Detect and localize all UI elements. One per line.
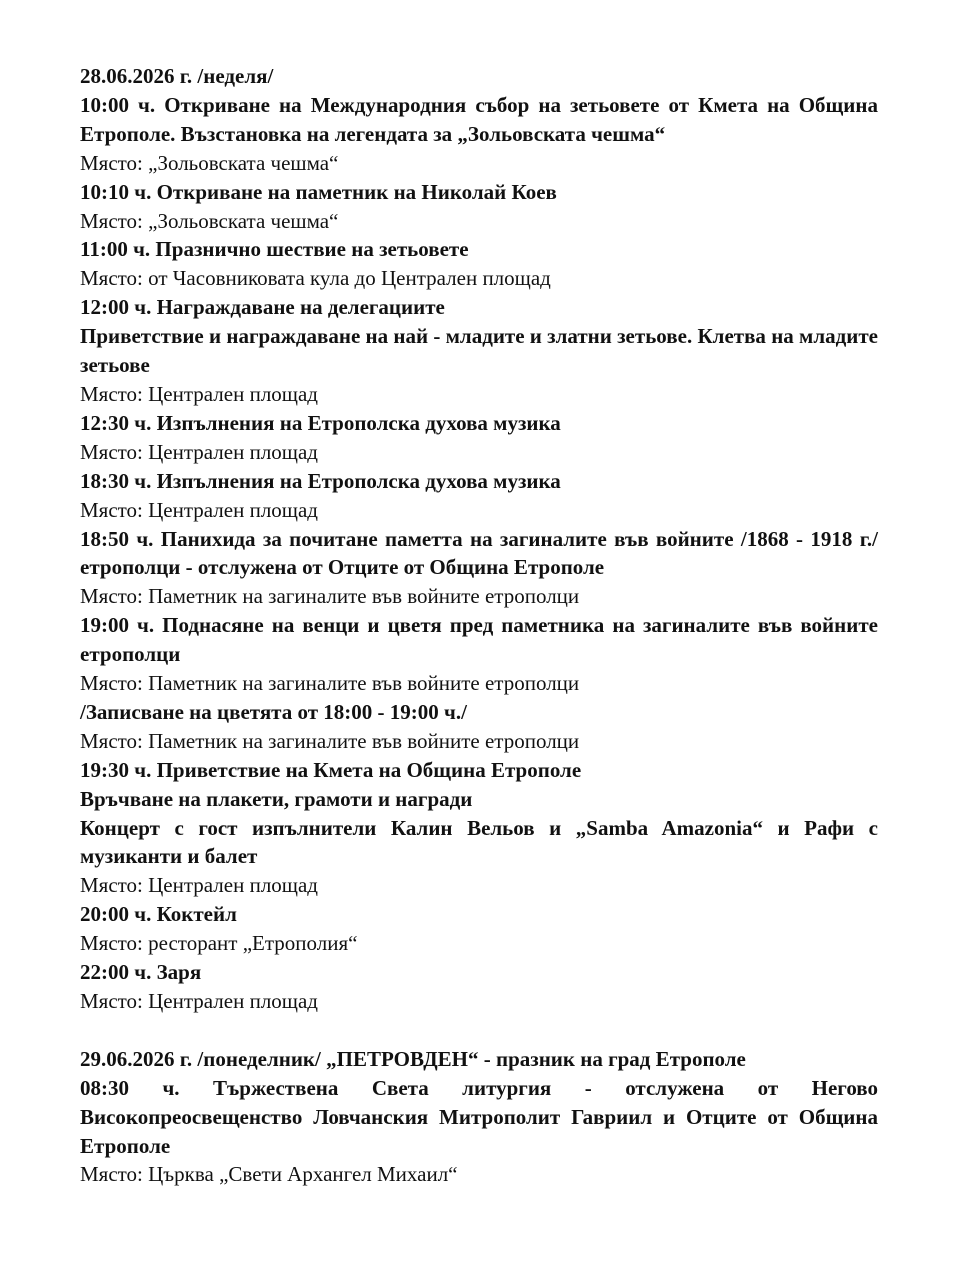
event-place-1000: Място: „Зольовската чешма“	[80, 150, 339, 175]
event-place-1010: Място: „Зольовската чешма“	[80, 208, 339, 233]
event-place-0830: Място: Църква „Свети Архангел Михаил“	[80, 1162, 458, 1187]
event-place-flowers: Място: Паметник на загиналите във войните етрополци	[80, 728, 580, 753]
event-place-2000: Място: ресторант „Етрополия“	[80, 931, 358, 956]
event-place-1200: Място: Централен площад	[80, 381, 318, 406]
event-title-2000: 20:00 ч. Коктейл	[80, 902, 237, 927]
event-subtitle-1200: Приветствие и награждаване на най - младите и златни зетьове. Клетва на младите зетьове	[80, 324, 878, 378]
event-title-1830: 18:30 ч. Изпълнения на Етрополска духова музика	[80, 468, 561, 493]
event-place-1850: Място: Паметник на загиналите във войните етрополци	[80, 584, 580, 609]
event-title-flowers: /Записване на цветята от 18:00 - 19:00 ч./	[80, 699, 467, 724]
event-title-1930: 19:30 ч. Приветствие на Кмета на Община Етрополе	[80, 757, 582, 782]
day1-header: 28.06.2026 г. /неделя/	[80, 64, 274, 88]
event-title-1010: 10:10 ч. Откриване на паметник на Николай Коев	[80, 179, 557, 204]
event-place-1230: Място: Централен площад	[80, 439, 318, 464]
section-gap	[80, 1016, 878, 1045]
event-title-1900: 19:00 ч. Поднасяне на венци и цветя пред паметника на загиналите във войните етрополци	[80, 613, 878, 667]
event-place-1900: Място: Паметник на загиналите във войните етрополци	[80, 671, 580, 696]
event-title-1850: 18:50 ч. Панихида за почитане паметта на загиналите във войните /1868 - 1918 г./ етрополци - отслужена от Отците от Община Етрополе	[80, 526, 878, 580]
event-subtitle2-1930: Концерт с гост изпълнители Калин Вельов и „Samba Amazonia“ и Рафи с музиканти и балет	[80, 815, 878, 869]
event-title-1230: 12:30 ч. Изпълнения на Етрополска духова музика	[80, 410, 561, 435]
event-place-1100: Място: от Часовниковата кула до Централен площад	[80, 266, 551, 291]
event-title-1200: 12:00 ч. Награждаване на делегациите	[80, 295, 445, 320]
event-title-1100: 11:00 ч. Празнично шествие на зетьовете	[80, 237, 469, 262]
event-place-1930: Място: Централен площад	[80, 873, 318, 898]
event-place-1830: Място: Централен площад	[80, 497, 318, 522]
program-document	[80, 62, 878, 1189]
event-place-2200: Място: Централен площад	[80, 989, 318, 1013]
day2-header: 29.06.2026 г. /понеделник/ „ПЕТРОВДЕН“ - празник на град Етрополе	[80, 1046, 746, 1071]
event-title-0830: 08:30 ч. Тържествена Света литургия - отслужена от Негово Високопреосвещенство Ловчанския Митрополит Гавриил и Отците от Община Етрополе	[80, 1075, 878, 1158]
event-title-1000: 10:00 ч. Откриване на Международния събор на зетьовете от Кмета на Община Етрополе. Възстановка на легендата за „Зольовската чешма“	[80, 92, 878, 146]
event-subtitle-1930: Връчване на плакети, грамоти и награди	[80, 786, 473, 811]
event-title-2200: 22:00 ч. Заря	[80, 960, 202, 985]
